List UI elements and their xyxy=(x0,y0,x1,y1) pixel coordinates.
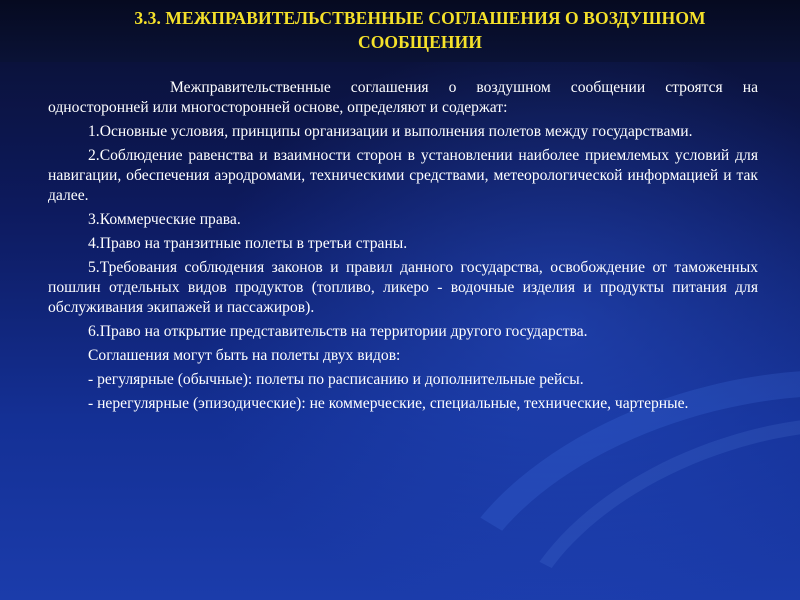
flight-type-irregular: - нерегулярные (эпизодические): не коммерческие, специальные, технические, чартерные. xyxy=(88,395,689,412)
flight-types-heading: Соглашения могут быть на полеты двух видов: xyxy=(88,347,401,364)
slide-body xyxy=(48,78,758,418)
slide-title-line-2: СООБЩЕНИИ xyxy=(357,32,483,52)
intro-paragraph: Межправительственные соглашения о воздушном сообщении строятся на односторонней или многосторонней основе, определяют и содержат: xyxy=(48,79,758,116)
list-item-3: 3.Коммерческие права. xyxy=(88,211,241,228)
flight-type-regular: - регулярные (обычные): полеты по расписанию и дополнительные рейсы. xyxy=(88,371,584,388)
list-item-5: 5.Требования соблюдения законов и правил данного государства, освобождение от таможенных пошлин отдельных видов продуктов (топливо, ликеро - водочные изделия и продукты питания для обслуживания экипажей и пассажиров). xyxy=(48,259,758,316)
slide-title xyxy=(70,6,770,54)
list-item-6: 6.Право на открытие представительств на территории другого государства. xyxy=(88,323,588,340)
slide-title-line-1: 3.3. МЕЖПРАВИТЕЛЬСТВЕННЫЕ СОГЛАШЕНИЯ О ВОЗДУШНОМ xyxy=(134,8,706,28)
list-item-4: 4.Право на транзитные полеты в третьи страны. xyxy=(88,235,408,252)
list-item-1: 1.Основные условия, принципы организации и выполнения полетов между государствами. xyxy=(88,123,693,140)
list-item-2: 2.Соблюдение равенства и взаимности сторон в установлении наиболее приемлемых условий для навигации, обеспечения аэродромами, техническими средствами, метеорологической информацией и так далее. xyxy=(48,147,758,204)
